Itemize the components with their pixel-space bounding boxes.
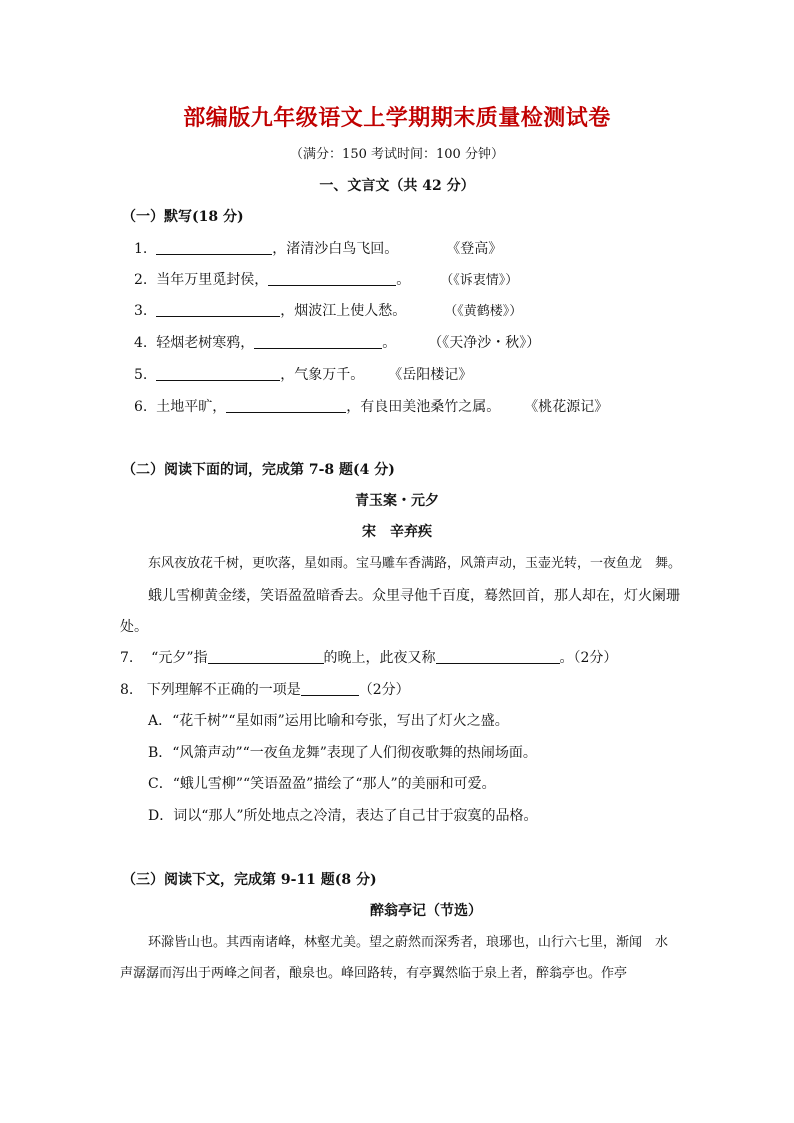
poem-title: 青玉案・元夕 [355, 493, 439, 509]
source-label: （《天净沙・秋》） [428, 335, 541, 351]
option-b[interactable]: B．“风箫声动”“一夜鱼龙舞”表现了人们彻夜歌舞的热闹场面。 [148, 745, 537, 761]
part2-heading: （二）阅读下面的词，完成第 7-8 题(4 分) [122, 462, 395, 478]
dictation-item-6: 6. 土地平旷， ，有良田美池桑竹之属。 《桃花源记》 [134, 399, 609, 415]
answer-blank[interactable] [156, 366, 280, 381]
poem-line-1: 东风夜放花千树，更吹落，星如雨。宝马雕车香满路，风箫声动，玉壶光转，一夜鱼龙 舞。 [148, 556, 682, 571]
option-c[interactable]: C．“蛾儿雪柳”“笑语盈盈”描绘了“那人”的美丽和可爱。 [148, 776, 496, 792]
answer-blank[interactable] [268, 271, 396, 286]
answer-blank[interactable] [208, 649, 324, 664]
exam-subtitle: （满分：150 考试时间：100 分钟） [290, 147, 504, 162]
dictation-item-2: 2. 当年万里觅封侯， 。 （《诉衷情》） [134, 270, 518, 291]
question-7: 7. “元夕”指 的晚上，此夜又称 。（2分） [120, 650, 618, 666]
answer-blank[interactable] [301, 681, 359, 696]
option-a[interactable]: A．“花千树”“星如雨”运用比喻和夸张，写出了灯火之盛。 [148, 713, 509, 729]
poem-line-2: 蛾儿雪柳黄金缕，笑语盈盈暗香去。众里寻他千百度，蓦然回首，那人却在，灯火阑珊 [148, 588, 680, 604]
exam-title: 部编版九年级语文上学期期末质量检测试卷 [183, 105, 611, 131]
option-d[interactable]: D．词以“那人”所处地点之冷清，表达了自己甘于寂寞的品格。 [148, 808, 538, 824]
answer-blank[interactable] [436, 649, 560, 664]
poem-line-3: 处。 [120, 619, 148, 635]
dictation-item-4: 4. 轻烟老树寒鸦， 。 （《天净沙・秋》） [134, 335, 541, 351]
poem-author: 宋 辛弃疾 [362, 524, 432, 540]
answer-blank[interactable] [156, 302, 280, 317]
essay-line-1: 环滁皆山也。其西南诸峰，林壑尤美。望之蔚然而深秀者，琅琊也，山行六七里，渐闻 水 [148, 935, 669, 950]
question-8: 8. 下列理解不正确的一项是 （2分） [120, 682, 410, 698]
source-label: 《登高》 [446, 241, 503, 257]
answer-blank[interactable] [156, 240, 272, 255]
source-label: （《诉衷情》） [440, 273, 519, 288]
dictation-item-3: 3. ，烟波江上使人愁。 （《黄鹤楼》） [134, 301, 522, 322]
dictation-item-5: 5. ，气象万千。 《岳阳楼记》 [134, 367, 473, 383]
answer-blank[interactable] [226, 398, 346, 413]
source-label: 《岳阳楼记》 [388, 367, 473, 383]
source-label: （《黄鹤楼》） [444, 304, 523, 319]
essay-line-2: 声潺潺而泻出于两峰之间者，酿泉也。峰回路转，有亭翼然临于泉上者，醉翁亭也。作亭 [120, 966, 628, 981]
source-label: 《桃花源记》 [524, 399, 609, 415]
part1-heading: （一）默写(18 分) [122, 209, 244, 225]
section-heading: 一、文言文（共 42 分） [319, 178, 475, 194]
answer-blank[interactable] [254, 334, 382, 349]
essay-title: 醉翁亭记（节选） [370, 903, 482, 919]
part3-heading: （三）阅读下文，完成第 9-11 题(8 分) [122, 872, 377, 888]
dictation-item-1: 1. ，渚清沙白鸟飞回。 《登高》 [134, 241, 503, 257]
